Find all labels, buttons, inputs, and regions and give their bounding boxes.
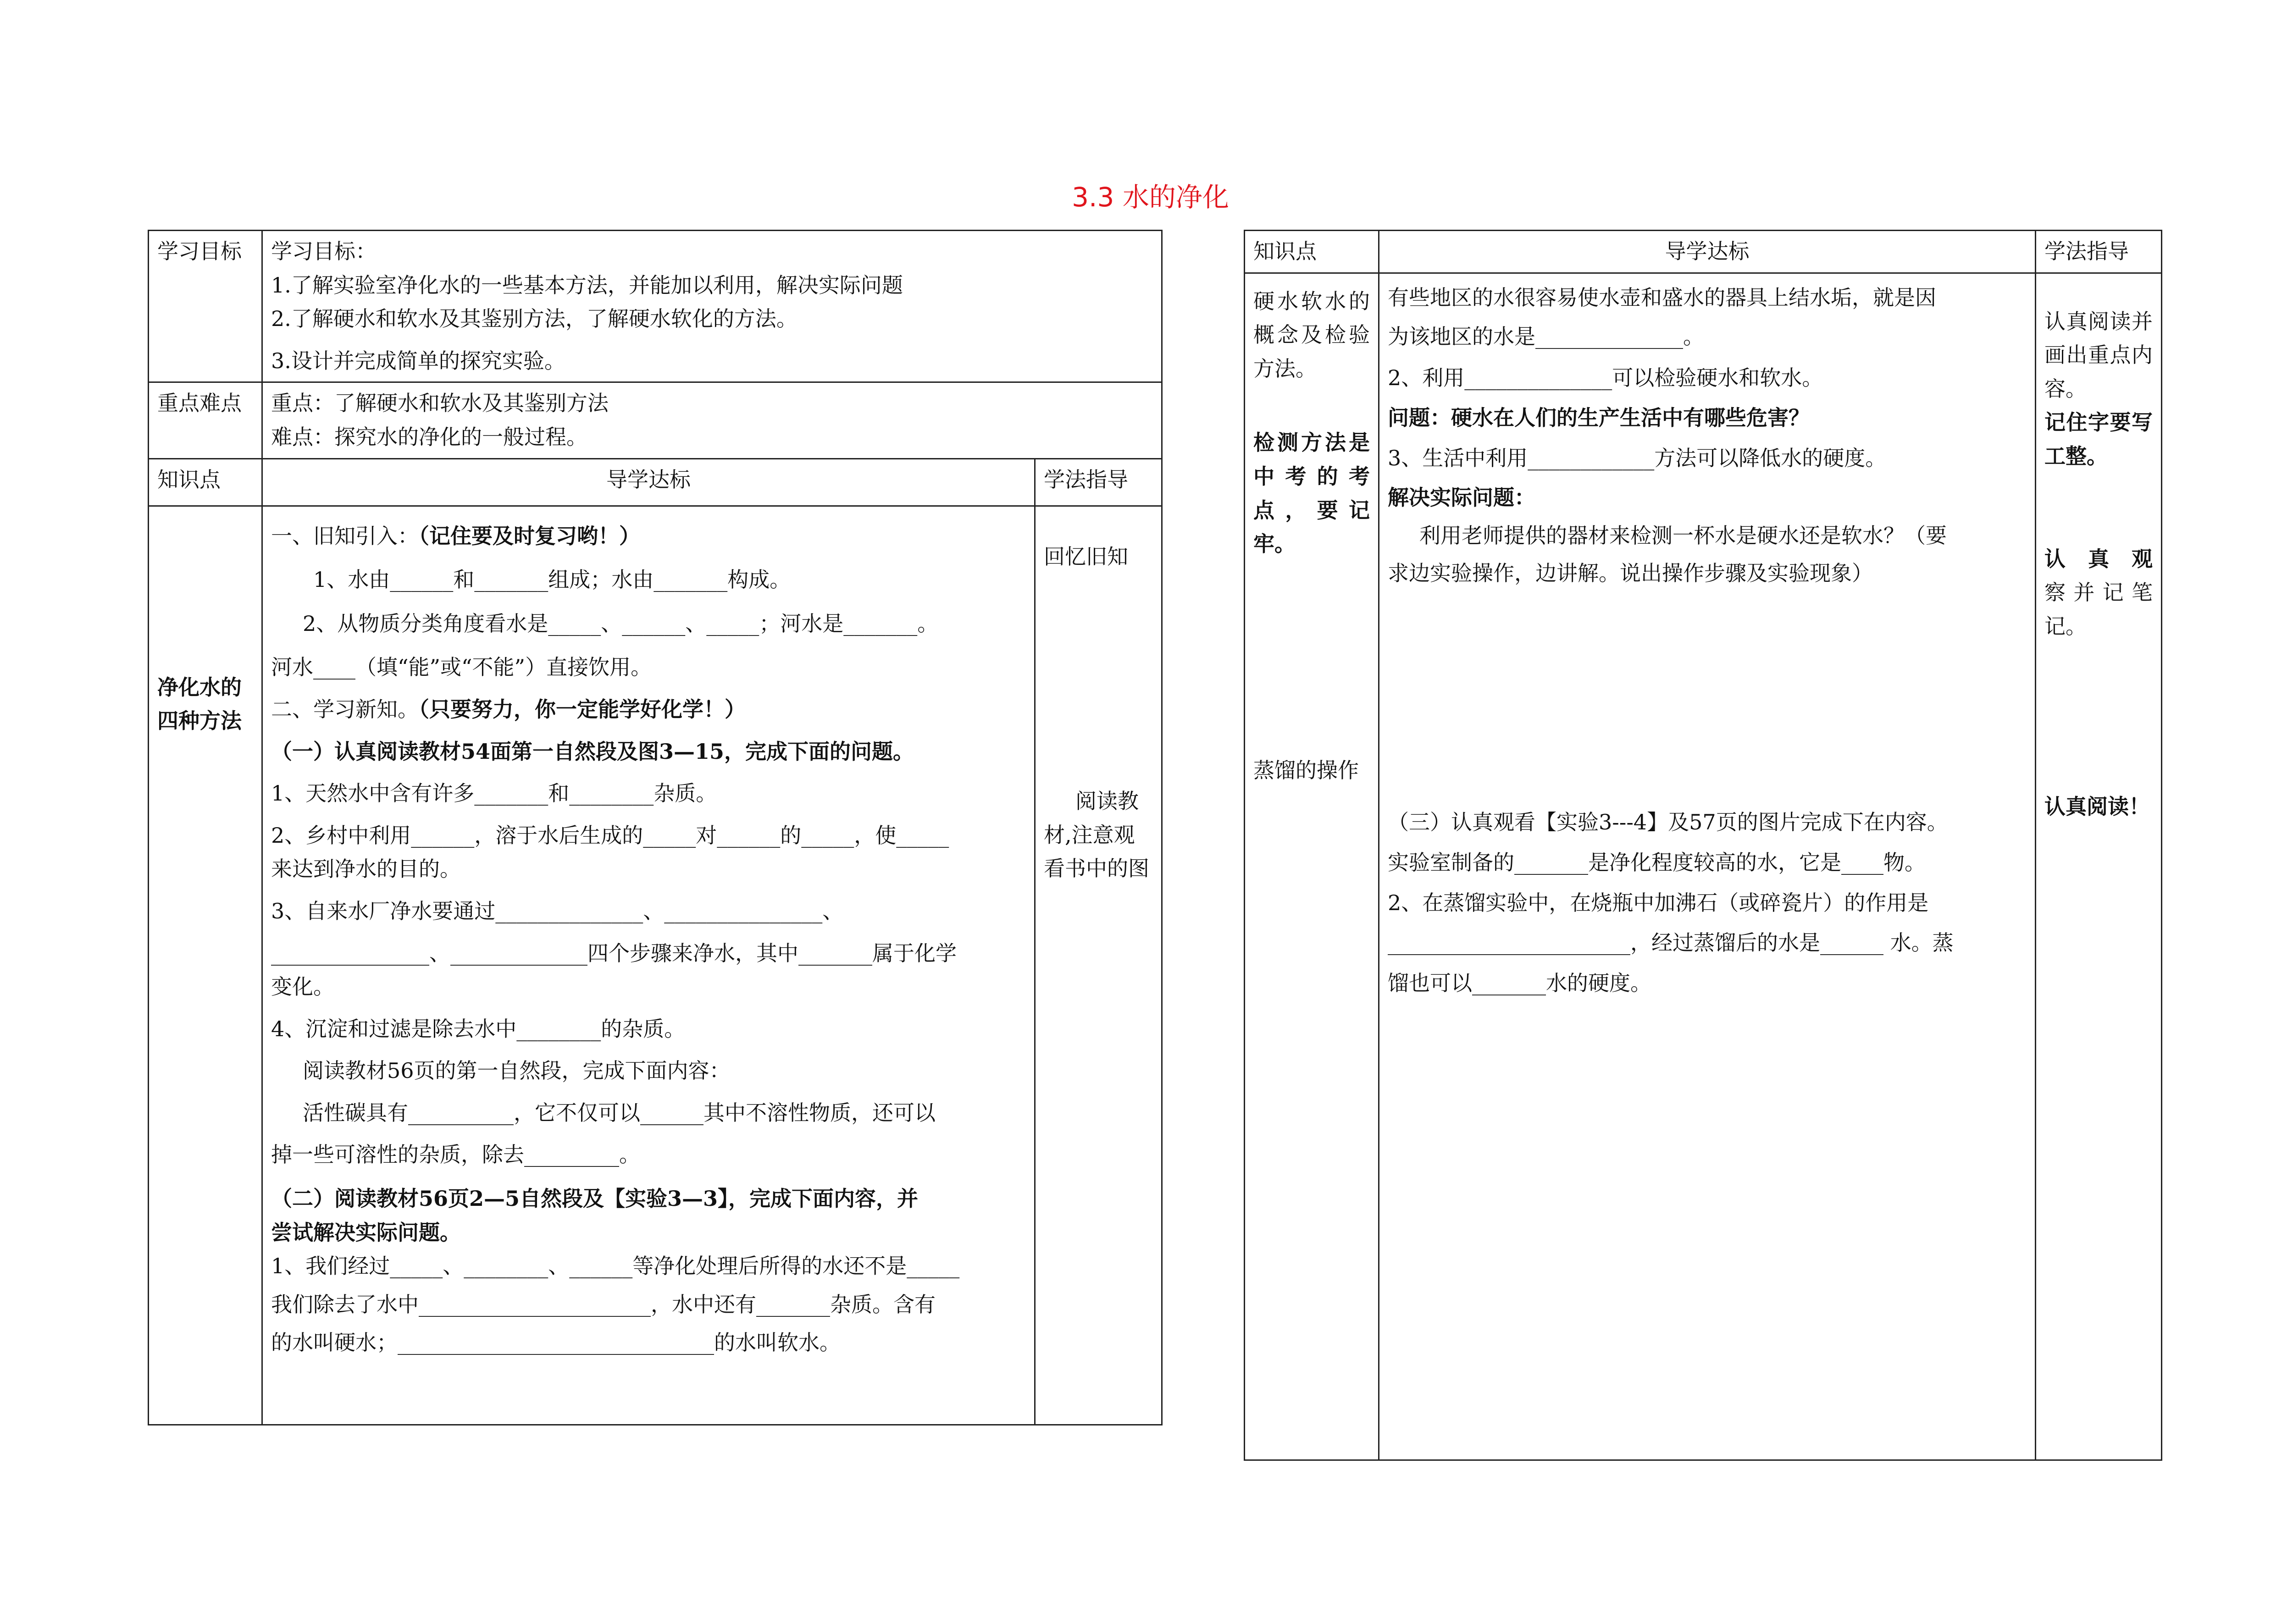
knowledge-point: 硬水软水的概念及检验方法。 [1253, 288, 1370, 381]
question-line: 4、沉淀和过滤是除去水中________的杂质。 [271, 1016, 686, 1041]
question-line: 1、我们经过_____、________、______等净化处理后所得的水还不是_____ [271, 1254, 960, 1279]
section-two-title: 二、学习新知。 [271, 696, 419, 722]
question-line: _______________、_____________四个步骤来净水，其中_______属于化学 [271, 940, 957, 966]
section-one-note: （记住要及时复习哟！） [419, 523, 640, 548]
question-line: 活性碳具有__________，它不仅可以______其中不溶性物质，还可以 [303, 1100, 936, 1125]
question-line: 的水叫硬水；______________________________的水叫软水。 [271, 1330, 841, 1355]
part-two-heading: （二）阅读教材56页2—5自然段及【实验3—3】，完成下面内容，并 [271, 1186, 919, 1211]
method-observe: 认真观 [2044, 546, 2153, 571]
method-read: 阅读教材,注意观看书中的图 [1044, 789, 1149, 881]
goal-label-cell [149, 231, 262, 382]
part-one-heading: （一）认真阅读教材54面第一自然段及图3—15，完成下面的问题。 [271, 739, 914, 764]
section-two-heading [271, 693, 1026, 727]
section-one-title: 一、旧知引入： [271, 523, 419, 548]
guide-content-cell [1379, 273, 2036, 1460]
column-header-method: 学法指导 [1035, 458, 1162, 506]
question-line: 来达到净水的目的。 [271, 856, 461, 882]
question-line: 2、利用______________可以检验硬水和软水。 [1388, 365, 1823, 390]
column-header-knowledge: 知识点 [1245, 231, 1379, 273]
method-read-carefully: 认真阅读！ [2044, 794, 2150, 819]
method-read: 认真阅读并画出重点内容。 [2044, 309, 2153, 401]
reading-instruction: 阅读教材56页的第一自然段，完成下面内容： [303, 1058, 731, 1083]
part-three-heading: （三）认真观看【实验3---4】及57页的图片完成下在内容。 [1388, 810, 1948, 835]
page-title: 3.3 水的净化 [1072, 182, 1229, 213]
left-worksheet-table [148, 230, 1163, 1425]
goals-cell [262, 231, 1162, 382]
method-cell [1035, 506, 1162, 1425]
method-notes: 察并记笔记。 [2044, 580, 2153, 639]
question-line: 有些地区的水很容易使水壶和盛水的器具上结水垢，就是因 [1388, 285, 1936, 310]
goals-heading: 学习目标： [271, 239, 377, 264]
column-header-guide: 导学达标 [1379, 231, 2036, 273]
knowledge-point-cell [149, 506, 262, 1425]
knowledge-point: 净化水的四种方法 [157, 674, 242, 734]
question-line: 1、水由______和_______组成；水由_______构成。 [313, 567, 791, 592]
goal-item: 3.设计并完成简单的探究实验。 [271, 348, 565, 373]
question-line: 我们除去了水中______________________，水中还有_______杂质。含有 [271, 1292, 936, 1317]
question-line: 变化。 [271, 974, 334, 1000]
question-line: 求边实验操作，边讲解。说出操作步骤及实验现象） [1388, 560, 1873, 586]
key-point: 重点：了解硬水和软水及其鉴别方法 [271, 391, 609, 416]
question-line: 利用老师提供的器材来检测一杯水是硬水还是软水？（要 [1419, 523, 1947, 548]
key-label: 重点难点 [157, 391, 242, 416]
knowledge-point-note: 检测方法是中考的考点，要记牢。 [1253, 430, 1370, 557]
question-line: 河水____（填“能”或“不能”）直接饮用。 [271, 655, 652, 680]
question-heading: 问题：硬水在人们的生产生活中有哪些危害？ [1388, 405, 1810, 431]
question-line: 1、天然水中含有许多_______和________杂质。 [271, 781, 717, 806]
column-header-method: 学法指导 [2036, 231, 2162, 273]
guide-content-cell [262, 506, 1035, 1425]
goal-label: 学习目标 [157, 239, 242, 264]
question-line: 掉一些可溶性的杂质，除去_________。 [271, 1142, 640, 1167]
right-worksheet-table [1244, 230, 2162, 1461]
method-write: 记住字要写工整。 [2044, 410, 2153, 469]
part-two-heading-cont: 尝试解决实际问题。 [271, 1220, 461, 1245]
question-line: 2、在蒸馏实验中，在烧瓶中加沸石（或碎瓷片）的作用是 [1388, 890, 1929, 915]
question-line: 2、从物质分类角度看水是_____、______、_____；河水是_______。 [303, 611, 939, 636]
question-line: 为该地区的水是______________。 [1388, 324, 1704, 349]
question-line: 2、乡村中利用______，溶于水后生成的_____对______的_____，使_____ [271, 823, 949, 848]
column-header-guide: 导学达标 [262, 458, 1035, 506]
question-line: 3、生活中利用____________方法可以降低水的硬度。 [1388, 445, 1887, 470]
question-line: _______________________，经过蒸馏后的水是______ 水。蒸 [1388, 930, 1954, 956]
difficulty: 难点：探究水的净化的一般过程。 [271, 424, 587, 449]
question-line: 3、自来水厂净水要通过______________、_______________、 [271, 898, 844, 923]
question-line: 实验室制备的_______是净化程度较高的水，它是____物。 [1388, 850, 1926, 875]
knowledge-point-cell [1245, 273, 1379, 1460]
key-cell [262, 382, 1162, 458]
question-heading: 解决实际问题： [1388, 485, 1535, 510]
question-line: 馏也可以_______水的硬度。 [1388, 970, 1651, 995]
method-cell [2036, 273, 2162, 1460]
goal-item: 2.了解硬水和软水及其鉴别方法，了解硬水软化的方法。 [271, 306, 798, 331]
knowledge-point: 蒸馏的操作 [1253, 757, 1359, 783]
section-two-note: （只要努力，你一定能学好化学！） [419, 696, 746, 722]
method-recall: 回忆旧知 [1044, 544, 1128, 569]
column-header-knowledge: 知识点 [149, 458, 262, 506]
key-label-cell [149, 382, 262, 458]
section-one-heading [271, 519, 1026, 553]
goal-item: 1.了解实验室净化水的一些基本方法，并能加以利用，解决实际问题 [271, 272, 903, 298]
